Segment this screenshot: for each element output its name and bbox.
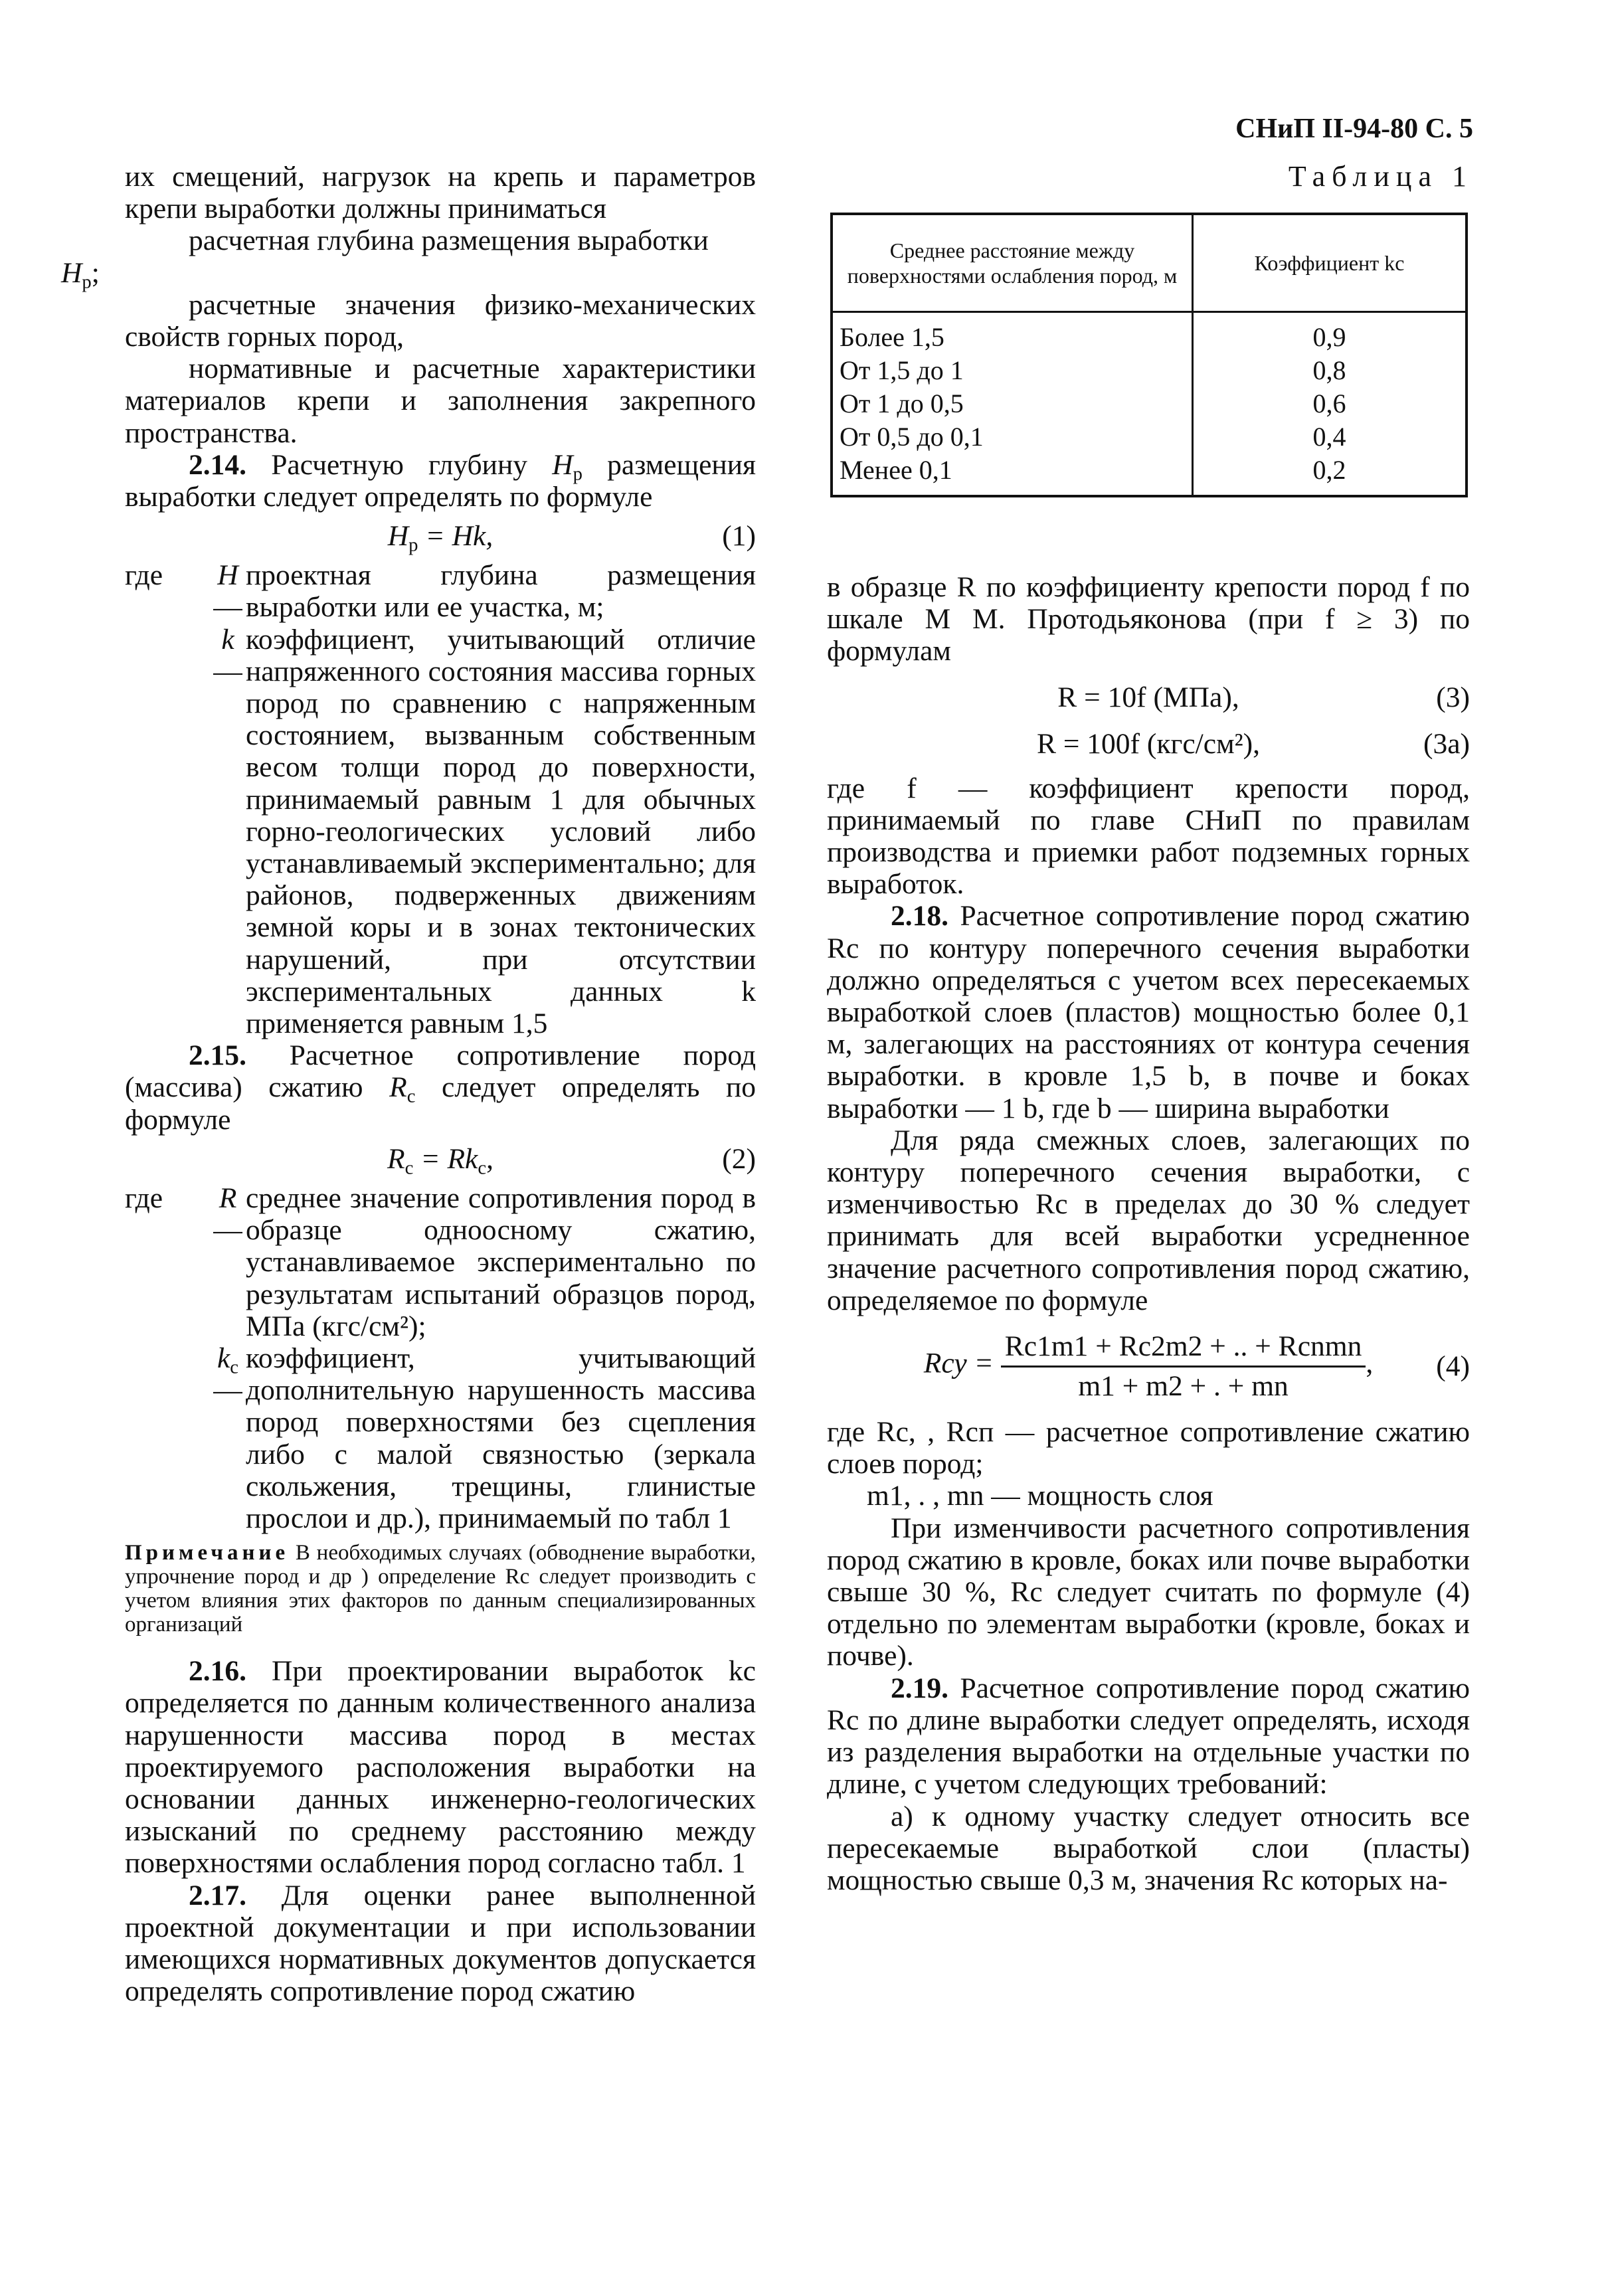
equation-3a: R = 100f (кгс/см²), (3а) bbox=[1037, 727, 1470, 760]
equation-2: $R_c = Rk_c$, (2) bbox=[387, 1142, 756, 1179]
fraction: $\frac{\text{Rc1m1 + Rc2m2 + .. + Rcnmn}}{m1 + m2 + . + mn}$ bbox=[1001, 1330, 1366, 1401]
definition-list: где H — проектная глубина размещения выработки или ее участка, м; k — коэффициент, учитывающий отличие напряженного состояния массива горных пород по сравнению с напряженным состоянием, вызванным собственным весом толщи пород до поверхности, принимаемый равным 1 для обычных горно-геологических условий либо устанавливаемый экспериментально; для районов, подверженных движениям земной коры и в зонах тектонических нарушений, при отсутствии экспериментальных данных k применяется равным 1,5 bbox=[125, 559, 756, 1040]
section-2-14: 2.14. Расчетную глубину $H_р$ размещения выработки следует определять по формуле bbox=[125, 448, 756, 513]
paragraph: а) к одному участку следует относить все пересекаемые выработкой слои (пласты) мощностью свыше 0,3 м, значения Rc которых на- bbox=[827, 1800, 1470, 1896]
table-row: Более 1,5 0,9 bbox=[832, 312, 1467, 355]
paragraph: расчетная глубина размещения выработки $H_р$; bbox=[61, 224, 709, 293]
table-1 bbox=[830, 213, 1468, 497]
section-2-15: 2.15. Расчетное сопротивление пород (массива) сжатию $R_c$ следует определять по формуле bbox=[125, 1039, 756, 1136]
left-column bbox=[61, 161, 756, 2008]
paragraph: их смещений, нагрузок на крепь и параметров крепи выработки должны приниматься bbox=[125, 161, 756, 225]
running-title: СНиП II-94-80 С. 5 bbox=[1235, 114, 1473, 144]
paragraph: в образце R по коэффициенту крепости пород f по шкале М М. Протодьяконова (при f ≥ 3) по формулам bbox=[827, 571, 1470, 667]
equation-number: (2) bbox=[722, 1142, 756, 1175]
table-row: Менее 0,1 0,2 bbox=[832, 454, 1467, 496]
paragraph: где f — коэффициент крепости пород, принимаемый по главе СНиП по правилам производства и приемки работ подземных горных выработок. bbox=[827, 772, 1470, 901]
equation-number: (3) bbox=[1436, 681, 1470, 713]
paragraph: расчетные значения физико-механических свойств горных пород, bbox=[125, 288, 756, 353]
section-2-19: 2.19. Расчетное сопротивление пород сжатию Rc по длине выработки следует определять, исходя из разделения выработки на отдельные участки по длине, с учетом следующих требований: bbox=[827, 1672, 1470, 1801]
paragraph: нормативные и расчетные характеристики материалов крепи и заполнения закрепного пространства. bbox=[125, 353, 756, 449]
equation-number: (3а) bbox=[1423, 727, 1470, 760]
definition-list: где R — среднее значение сопротивления пород в образце одноосному сжатию, устанавливаемое экспериментально по результатам испытаний образцов пород, МПа (кгс/см²); $k_с$ — коэффициент, учитывающий дополнительную нарушенность массива пород поверхностями без сцепления либо с малой связностью (зеркала скольжения, трещины, глинистые прослои и др.), принимаемый по табл 1 bbox=[125, 1182, 756, 1534]
equation-1: $H_р = Hk$, (1) bbox=[387, 520, 756, 556]
note: Примечание В необходимых случаях (обводнение выработки, упрочнение пород и др ) определение Rc следует производить с учетом влияния этих факторов по данным специализированных организаций bbox=[125, 1541, 756, 1637]
table-caption: Таблица 1 bbox=[1288, 160, 1473, 193]
right-column bbox=[827, 571, 1470, 1896]
definition: где Rc, , Rcп — расчетное сопротивление сжатию слоев пород; bbox=[827, 1416, 1470, 1480]
equation-number: (1) bbox=[722, 520, 756, 553]
column-header: Среднее расстояние между поверхностями ослабления пород, м bbox=[832, 214, 1193, 312]
equation-3: R = 10f (МПа), (3) bbox=[1057, 681, 1470, 713]
equation-number: (4) bbox=[1436, 1350, 1470, 1382]
table-row: От 1 до 0,5 0,6 bbox=[832, 387, 1467, 420]
section-2-18: 2.18. Расчетное сопротивление пород сжатию Rc по контуру поперечного сечения выработки должно определяться с учетом всех пересекаемых выработкой слоев (пластов) мощностью более 0,1 м, залегающих на расстояниях от контура сечения выработки. в кровле 1,5 b, в почве и боках выработки — 1 b, где b — ширина выработки bbox=[827, 900, 1470, 1124]
section-2-17: 2.17. Для оценки ранее выполненной проектной документации и при использовании имеющихся нормативных документов допускается определять сопротивление пород сжатию bbox=[125, 1879, 756, 2008]
section-2-16: 2.16. При проектировании выработок kc определяется по данным количественного анализа нарушенности массива пород в местах проектируемого расположения выработки на основании данных инженерно-геологических изысканий по среднему расстоянию между поверхностями ослабления пород согласно табл. 1 bbox=[125, 1655, 756, 1880]
column-header: Коэффициент kc bbox=[1193, 214, 1467, 312]
paragraph: При изменчивости расчетного сопротивления пород сжатию в кровле, боках или почве выработки свыше 30 %, Rc следует считать по формуле (4) отдельно по элементам выработки (кровле, боках и почве). bbox=[827, 1512, 1470, 1672]
paragraph: Для ряда смежных слоев, залегающих по контуру поперечного сечения выработки, с изменчивостью Rc в пределах до 30 % следует принимать для всей выработки усредненное значение расчетного сопротивления пород сжатию, определяемое по формуле bbox=[827, 1124, 1470, 1316]
equation-4: Rсу = $\frac{\text{Rc1m1 + Rc2m2 + .. + Rcnmn}}{m1 + m2 + . + mn}$ , (4) bbox=[923, 1330, 1470, 1402]
definition: m1, . , mn — мощность слоя bbox=[867, 1480, 1213, 1512]
table-row: От 1,5 до 1 0,8 bbox=[832, 354, 1467, 387]
table-row: От 0,5 до 0,1 0,4 bbox=[832, 420, 1467, 454]
